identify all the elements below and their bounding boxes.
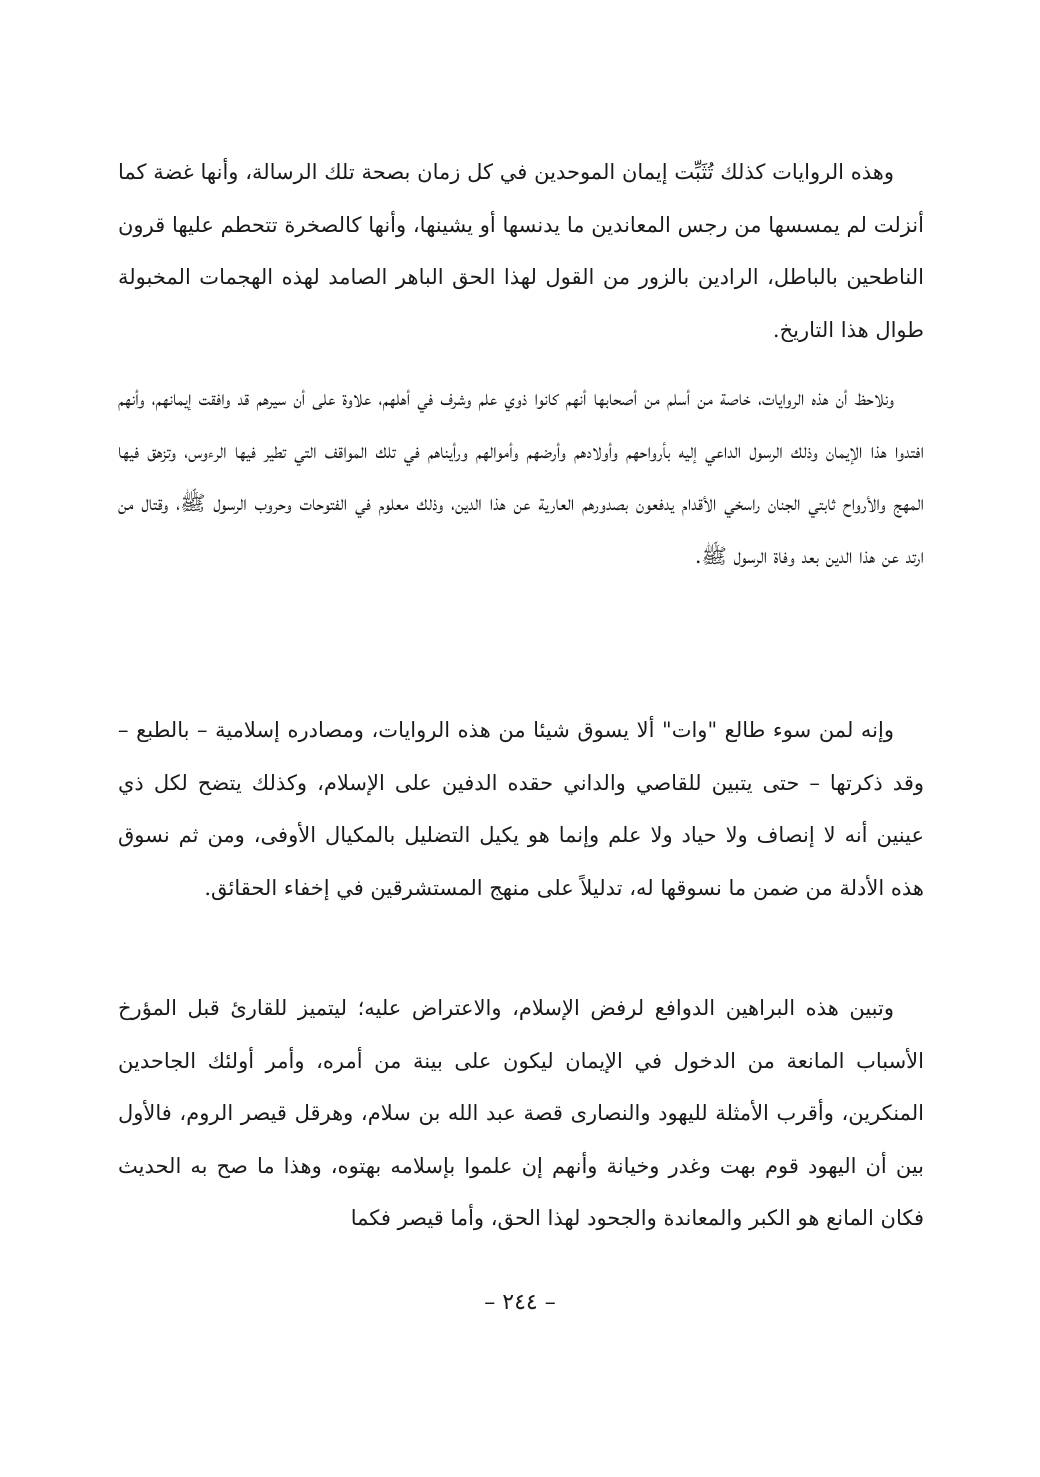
paragraph-4: [118, 982, 924, 1245]
paragraph-text: وهذه الروايات كذلك تُثَبِّت إيمان الموحدين في كل زمان بصحة تلك الرسالة، وأنها غضة كما أنزلت لم يمسسها من رجس المعاندين ما يدنسها أو يشينها، وأنها كالصخرة تتحطم عليها قرون الناطحين بالباطل، الرادين بالزور من القول لهذا الحق الباهر الصامد لهذه الهجمات المخبولة طوال هذا التاريخ.: [118, 160, 924, 342]
paragraph-text: ونلاحظ أن هذه الروايات، خاصة من أسلم من أصحابها أنهم كانوا ذوي علم وشرف في أهلهم، علاوة على أن سيرهم قد وافقت إيمانهم، وأنهم افتدوا هذا الإيمان وذلك الرسول الداعي إليه بأرواحهم وأولادهم وأرضهم وأموالهم ورأيناهم في تلك المواقف التي تطير فيها الرءوس، وتزهق فيها المهج والأرواح ثابتي الجنان راسخي الأقدام يدفعون بصدورهم العارية عن هذا الدين، وذلك معلوم في الفتوحات وحروب الرسول ﷺ، وقتال من ارتد عن هذا الدين بعد وفاة الرسول ﷺ.: [118, 386, 924, 568]
paragraph-text: وإنه لمن سوء طالع "وات" ألا يسوق شيئا من هذه الروايات، ومصادره إسلامية – بالطبع – وقد ذكرتها – حتى يتبين للقاصي والداني حقده الدفين على الإسلام، وكذلك يتضح لكل ذي عينين أنه لا إنصاف ولا حياد ولا علم وإنما هو يكيل التضليل بالمكيال الأوفى، ومن ثم نسوق هذه الأدلة من ضمن ما نسوقها له، تدليلاً على منهج المستشرقين في إخفاء الحقائق.: [118, 718, 924, 900]
page-number: – ٢٤٤ –: [484, 1290, 556, 1315]
paragraph-2: [118, 372, 924, 582]
paragraph-3: [118, 704, 924, 914]
paragraph-1: [118, 146, 924, 356]
paragraph-text: وتبين هذه البراهين الدوافع لرفض الإسلام، والاعتراض عليه؛ ليتميز للقارئ قبل المؤرخ الأسباب المانعة من الدخول في الإيمان ليكون على بينة من أمره، وأمر أولئك الجاحدين المنكرين، وأقرب الأمثلة لليهود والنصارى قصة عبد الله بن سلام، وهرقل قيصر الروم، فالأول بين أن اليهود قوم بهت وغدر وخيانة وأنهم إن علموا بإسلامه بهتوه، وهذا ما صح به الحديث فكان المانع هو الكبر والمعاندة والجحود لهذا الحق، وأما قيصر فكما: [118, 996, 924, 1230]
